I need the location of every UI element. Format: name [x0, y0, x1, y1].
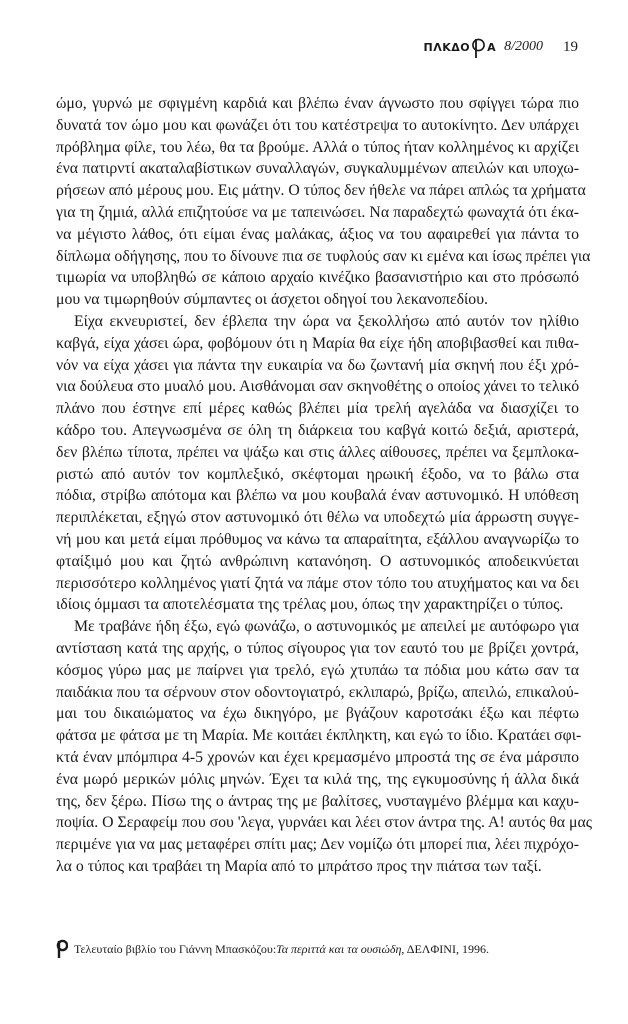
text-line: ιδίοις όμμασι τα αποτελέσματα της τρέλας μου, όπως την χαρακτηρίζει ο τύπος.: [56, 596, 564, 614]
text-line: περιμένε για να μας μεταφέρει σπίτι μας; Δεν νομίζω ότι μπορεί πια, λέει πιχρόχο-: [56, 836, 579, 854]
text-line: λα ο τύπος και τραβάει τη Μαρία από το μπράτσο προς την πιάτσα των ταξί.: [56, 857, 542, 875]
text-line: κτά έναν μπόμπιρα 4-5 χρονών και έχει κρεμασμένο μπροστά της σε ένα μάρσιπο: [56, 748, 579, 766]
text-line: ώμο, γυρνώ με σφιγμένη καρδιά και βλέπω έναν άγνωστο που σφίγγει τώρα πιο: [56, 95, 579, 112]
running-header: [423, 36, 578, 58]
text-line: νια δούλευα στο μυαλό μου. Αισθάνομαι σαν σκηνοθέτης ο οποίος χάνει το τελικό: [56, 378, 580, 396]
footnote-prefix: Τελευταίο βιβλίο του Γιάννη Μπασκόζου:: [74, 942, 277, 956]
text-line: δεν βλέπω τίποτα, πρέπει να ψάξω και στις άλλες αίθουσες, πρέπει να ξεμπλοκα-: [56, 443, 579, 461]
text-line: δυνατά τον ώμο μου και φωνάζει ότι του κατέστρεψα το αυτοκίνητο. Δεν υπάρχει: [56, 116, 579, 134]
text-line: μου να τιμωρηθούν σύμπαντες οι άσχετοι οδηγοί του λεκανοπεδίου.: [56, 291, 488, 309]
footnote-book-title: Τα περιττά και τα ουσιώδη: [276, 942, 402, 956]
text-line: μαι του δικαιώματος να έχω δικηγόρο, με βγάζουν καροτσάκι έξω και πέφτω: [56, 705, 579, 723]
text-line: κάδρο του. Απεγνωσμένα σε όλη τη διάρκεια του καβγά κοιτώ δεξιά, αριστερά,: [56, 421, 579, 439]
text-line: φταίξιμό μου και ζητώ ανθρώπινη κατανόηση. Ο αστυνομικός αποδεικνύεται: [56, 552, 579, 570]
text-line: τιμωρία να υποβληθώ σε κάποιο αρχαίο κινέζικο βασανιστήριο και στο πρόσωπό: [56, 269, 579, 287]
text-line: περιπλέκεται, εξηγώ στον αστυνομικό ότι θέλω να υποδεχτώ μία άρρωστη συγγε-: [56, 509, 579, 527]
text-line: ρήσεων από μέρους μου. Εις μάτην. Ο τύπος δεν ήθελε να πάρει απλώς τα χρήματα: [56, 182, 586, 200]
text-line: ποψία. Ο Σεραφείμ που σου 'λεγα, γυρνάει και λέει στον άντρα της. Α! αυτός θα μας: [56, 814, 593, 832]
text-line: παιδάκια που τα σέρνουν στον οδοντογιατρό, εκλιπαρώ, βρίζω, απειλώ, επικαλού-: [56, 683, 579, 701]
text-line: να μέγιστο λάθος, ότι είμαι ένας μαλάκας, άξιος να του αφαιρεθεί για πάντα το: [56, 225, 579, 243]
footnote: [56, 939, 489, 959]
text-line: πρόβλημα φίλε, του λέω, θα τα βρούμε. Αλλά ο τύπος ήταν κολλημένος κι αρχίζει: [56, 138, 579, 156]
text-line: ένα μωρό μερικών μόλις μηνών. Έχει τα κιλά της, της εγκυμοσύνης ή άλλα δικά: [56, 770, 579, 788]
text-line: καβγά, είχα χάσει ώρα, φοβόμουν ότι η Μαρία θα είχε ήδη αποβιβασθεί και πιθα-: [56, 334, 579, 352]
text-line: κόσμος γύρω μας με παίρνει για τρελό, εγώ χτυπάω τα πόδια μου κάτω σαν τα: [56, 661, 579, 679]
text-line: Με τραβάνε ήδη έξω, εγώ φωνάζω, ο αστυνομικός με απειλεί με αυτόφωρο για: [74, 618, 579, 636]
text-line: δίπλωμα οδήγησης, που το δίνουνε πια σε τυφλούς σαν κι εμένα και ίσως πρέπει για: [56, 247, 591, 265]
magazine-name-tail: Α: [487, 41, 497, 54]
text-line: φάτσα με φάτσα με τη Μαρία. Με κοιτάει έκπληκτη, και εγώ το ίδιο. Κρατάει σφι-: [56, 727, 582, 745]
page-number: 19: [563, 39, 578, 55]
footnote-suffix: , ΔΕΛΦΙΝΙ, 1996.: [401, 942, 489, 956]
text-line: ριστώ από αυτόν τον κομπλεξικό, σκέφτομαι ηρωική έξοδο, να το βάλω στα: [56, 465, 579, 483]
magazine-logo-icon: [471, 37, 486, 59]
body-text: [56, 93, 593, 878]
text-line: νόν να είχα χάσει για πάντα την ευκαιρία να δω ζωντανή μία σκηνή που έξι χρό-: [56, 356, 579, 374]
text-line: της, δεν ξέρω. Πίσω της ο άντρας της με βαλίτσες, νυσταγμένο βλέμμα και καχυ-: [56, 792, 579, 810]
text-line: νή μου και μετά είμαι πρόθυμος να κάνω τα απαραίτητα, εξάλλου αναγνωρίζω το: [56, 530, 579, 548]
footnote-marker-icon: [56, 939, 68, 959]
text-line: πλάνο που έστηνε επί μέρες καθώς βλέπει μία τρελή αγελάδα να διασχίζει το: [56, 400, 579, 418]
text-line: περισσότερο κολλημένος γιατί ζητά να πάμε στον τόπο του ατυχήματος και να δει: [56, 574, 579, 592]
text-line: αντίσταση κατά της αρχής, ο τύπος σίγουρος για τον εαυτό του με βρίζει χοντρά,: [56, 639, 579, 657]
magazine-name: ΠΛΚΔΟ: [423, 41, 471, 54]
text-line: πόδια, στρίβω απότομα και βλέπω να μου κουβαλά έναν αστυνομικό. Η υπόθεση: [56, 487, 579, 505]
text-line: Είχα εκνευριστεί, δεν έβλεπα την ώρα να ξεκολλήσω από αυτόν τον ηλίθιο: [74, 312, 579, 330]
issue-number: 8/2000: [504, 39, 543, 54]
text-line: για τη ζημιά, αλλά επιζητούσε να με ταπεινώσει. Να παραδεχτώ φωναχτά ότι έκα-: [56, 203, 579, 221]
text-line: ένα πατιρντί ακαταλαβίστικων συναλλαγών, συγκαλυμμένων απειλών και υποχω-: [56, 160, 579, 178]
